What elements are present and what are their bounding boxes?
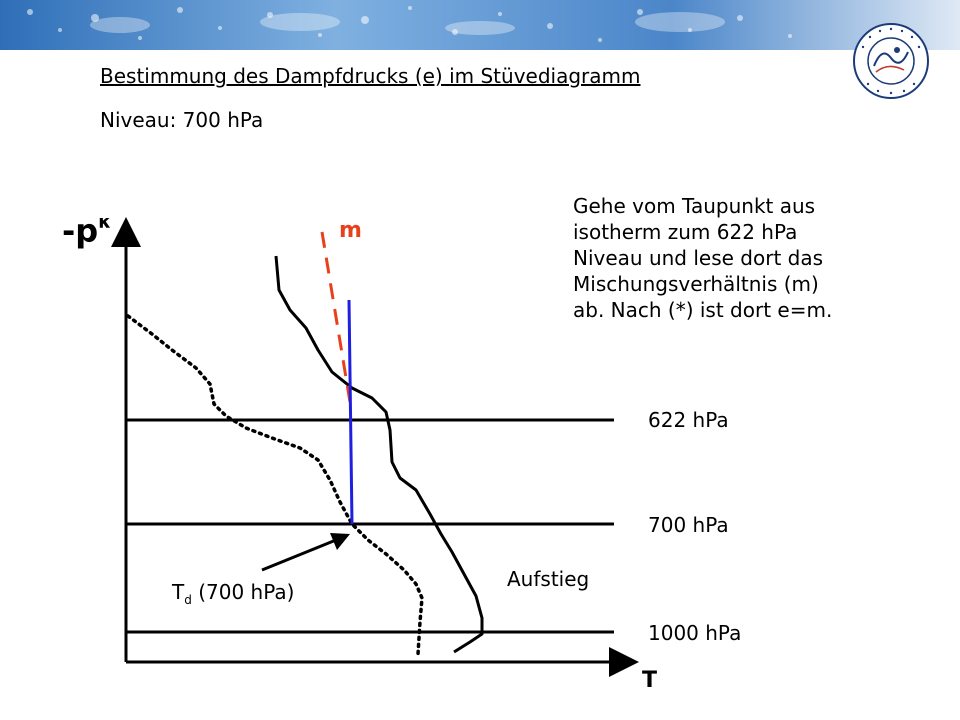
page-title: Bestimmung des Dampfdrucks (e) im Stüvediagramm (100, 64, 641, 88)
level-label-1000: 1000 hPa (648, 621, 742, 645)
level-label-622: 622 hPa (648, 408, 729, 432)
level-subtitle: Niveau: 700 hPa (100, 108, 264, 132)
mixing-ratio-label: m (339, 218, 362, 243)
ascent-label: Aufstieg (507, 567, 590, 591)
y-axis-label: $-p^\kappa$ (62, 212, 111, 250)
instruction-text: Gehe vom Taupunkt aus isotherm zum 622 hPa Niveau und lese dort das Mischungsverhältnis (m) ab. Nach (*) ist dort e=m. (573, 194, 833, 322)
level-label-700: 700 hPa (648, 513, 729, 537)
isotherm-line (349, 300, 352, 524)
dewpoint-label: $T_d$ (700 hPa) (172, 580, 295, 607)
dewpoint-pointer-arrow (262, 540, 336, 570)
y-axis-exponent: κ (98, 212, 111, 233)
x-axis-label: T (642, 668, 658, 693)
